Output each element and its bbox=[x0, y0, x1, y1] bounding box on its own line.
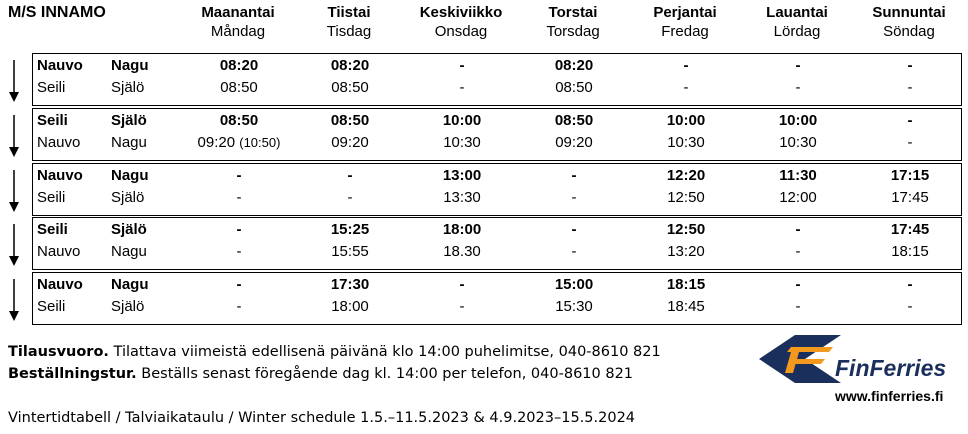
departure-row bbox=[33, 110, 961, 132]
departure-time: - bbox=[795, 221, 801, 238]
ship-name: M/S INNAMO bbox=[8, 4, 106, 21]
departure-time: - bbox=[459, 276, 465, 293]
day-name-swedish: Måndag bbox=[210, 23, 266, 40]
departure-port-finnish: Nauvo bbox=[37, 167, 83, 184]
arrival-port-finnish: Seili bbox=[37, 79, 66, 96]
departure-time: 10:00 bbox=[442, 112, 482, 129]
departure-port-swedish: Själö bbox=[111, 112, 147, 129]
route-block bbox=[32, 53, 962, 106]
arrival-time: 08:50 bbox=[331, 79, 369, 96]
note-swedish bbox=[8, 366, 633, 382]
departure-port-finnish: Nauvo bbox=[37, 276, 83, 293]
arrival-port-finnish: Nauvo bbox=[37, 134, 81, 151]
departure-time: 08:50 bbox=[219, 112, 259, 129]
departure-port-swedish: Nagu bbox=[111, 57, 149, 74]
departure-time: - bbox=[795, 276, 801, 293]
arrival-time-value: 09:20 bbox=[197, 134, 236, 151]
departure-time: 08:50 bbox=[554, 112, 594, 129]
arrival-time: - bbox=[907, 79, 913, 96]
arrival-time: - bbox=[236, 243, 242, 260]
arrival-port-swedish: Själö bbox=[111, 298, 145, 315]
arrival-time: - bbox=[347, 189, 353, 206]
day-name-finnish: Sunnuntai bbox=[872, 4, 946, 21]
arrival-time: 08:50 bbox=[220, 79, 258, 96]
departure-port-finnish: Nauvo bbox=[37, 57, 83, 74]
arrival-port-finnish: Seili bbox=[37, 189, 66, 206]
day-header bbox=[630, 4, 740, 42]
departure-time: - bbox=[571, 167, 577, 184]
day-name-finnish: Tiistai bbox=[327, 4, 371, 21]
departure-port-finnish: Seili bbox=[37, 112, 68, 129]
day-name-swedish: Torsdag bbox=[546, 23, 600, 40]
note-finnish bbox=[8, 344, 661, 360]
route-block bbox=[32, 272, 962, 325]
arrival-row bbox=[33, 132, 961, 154]
arrival-time: 15:30 bbox=[555, 298, 593, 315]
arrival-time: - bbox=[459, 298, 465, 315]
arrival-time: - bbox=[907, 298, 913, 315]
arrival-time: 10:30 bbox=[443, 134, 481, 151]
departure-row bbox=[33, 219, 961, 241]
website-link[interactable]: www.finferries.fi bbox=[835, 388, 944, 404]
day-header bbox=[406, 4, 516, 42]
arrival-port-swedish: Nagu bbox=[111, 134, 147, 151]
departure-time: - bbox=[347, 167, 353, 184]
arrival-time: 13:20 bbox=[667, 243, 705, 260]
departure-time: 08:20 bbox=[330, 57, 370, 74]
arrival-time: - bbox=[795, 79, 801, 96]
departure-row bbox=[33, 165, 961, 187]
arrival-time: 18:45 bbox=[667, 298, 705, 315]
logo-name: FinFerries bbox=[835, 355, 947, 381]
arrival-row bbox=[33, 187, 961, 209]
day-header bbox=[854, 4, 964, 42]
departure-time: 10:00 bbox=[778, 112, 818, 129]
departure-time: 13:00 bbox=[442, 167, 482, 184]
direction-arrow-icon bbox=[7, 277, 21, 323]
departure-time: 17:30 bbox=[330, 276, 370, 293]
day-header bbox=[742, 4, 852, 42]
departure-time: - bbox=[236, 221, 242, 238]
arrival-time: - bbox=[795, 298, 801, 315]
arrival-time: 18:00 bbox=[331, 298, 369, 315]
day-name-finnish: Keskiviikko bbox=[419, 4, 503, 21]
route-block bbox=[32, 163, 962, 216]
day-name-finnish: Perjantai bbox=[653, 4, 717, 21]
arrival-port-swedish: Själö bbox=[111, 189, 145, 206]
direction-arrow-icon bbox=[7, 113, 21, 159]
departure-time: - bbox=[459, 57, 465, 74]
route-block bbox=[32, 108, 962, 161]
departure-time: 12:20 bbox=[666, 167, 706, 184]
arrival-time bbox=[184, 132, 294, 154]
departure-time: - bbox=[907, 276, 913, 293]
day-name-swedish: Onsdag bbox=[434, 23, 488, 40]
arrival-time: 08:50 bbox=[555, 79, 593, 96]
arrival-time: 12:50 bbox=[667, 189, 705, 206]
arrival-port-swedish: Själö bbox=[111, 79, 145, 96]
departure-time: 18:00 bbox=[442, 221, 482, 238]
arrival-time: - bbox=[571, 243, 577, 260]
arrival-port-finnish: Seili bbox=[37, 298, 66, 315]
departure-time: 18:15 bbox=[666, 276, 706, 293]
day-name-swedish: Tisdag bbox=[326, 23, 372, 40]
day-name-finnish: Torstai bbox=[548, 4, 598, 21]
day-name-swedish: Lördag bbox=[773, 23, 821, 40]
departure-time: 08:20 bbox=[219, 57, 259, 74]
direction-arrow-icon bbox=[7, 222, 21, 268]
arrival-time: 09:20 bbox=[331, 134, 369, 151]
departure-time: - bbox=[907, 57, 913, 74]
departure-port-swedish: Nagu bbox=[111, 167, 149, 184]
route-block bbox=[32, 217, 962, 270]
departure-time: - bbox=[907, 112, 913, 129]
arrival-time: 15:55 bbox=[331, 243, 369, 260]
direction-arrow-icon bbox=[7, 58, 21, 104]
arrival-time: 10:30 bbox=[667, 134, 705, 151]
arrival-time: - bbox=[571, 189, 577, 206]
departure-time: - bbox=[571, 221, 577, 238]
departure-row bbox=[33, 55, 961, 77]
departure-time: 12:50 bbox=[666, 221, 706, 238]
arrival-time: 18:15 bbox=[891, 243, 929, 260]
departure-time: 15:00 bbox=[554, 276, 594, 293]
day-header bbox=[183, 4, 293, 42]
departure-row bbox=[33, 274, 961, 296]
arrival-port-swedish: Nagu bbox=[111, 243, 147, 260]
arrival-time: 18.30 bbox=[443, 243, 481, 260]
day-header bbox=[294, 4, 404, 42]
arrival-time: - bbox=[236, 189, 242, 206]
day-name-swedish: Söndag bbox=[883, 23, 935, 40]
schedule-validity: Vintertidtabell / Talviaikataulu / Winter schedule 1.5.–11.5.2023 & 4.9.2023–15.5.2024 bbox=[8, 410, 636, 426]
arrival-time: - bbox=[236, 298, 242, 315]
note-sv-label: Beställningstur. bbox=[8, 366, 137, 382]
note-sv-text: Beställs senast föregående dag kl. 14:00 per telefon, 040-8610 821 bbox=[136, 366, 634, 382]
departure-time: 10:00 bbox=[666, 112, 706, 129]
departure-time: - bbox=[683, 57, 689, 74]
departure-time: 17:15 bbox=[890, 167, 930, 184]
arrival-time: 12:00 bbox=[779, 189, 817, 206]
departure-port-swedish: Nagu bbox=[111, 276, 149, 293]
departure-time: - bbox=[236, 276, 242, 293]
arrival-time: 09:20 bbox=[555, 134, 593, 151]
departure-time: 17:45 bbox=[890, 221, 930, 238]
arrival-time: - bbox=[459, 79, 465, 96]
arrival-row bbox=[33, 241, 961, 263]
arrival-time: - bbox=[907, 134, 913, 151]
direction-arrow-icon bbox=[7, 168, 21, 214]
arrival-time: - bbox=[795, 243, 801, 260]
arrival-port-finnish: Nauvo bbox=[37, 243, 81, 260]
departure-port-swedish: Själö bbox=[111, 221, 147, 238]
day-header bbox=[518, 4, 628, 42]
departure-time: - bbox=[236, 167, 242, 184]
arrival-time: 17:45 bbox=[891, 189, 929, 206]
day-name-finnish: Lauantai bbox=[766, 4, 828, 21]
arrival-time: - bbox=[683, 79, 689, 96]
arrival-row bbox=[33, 296, 961, 318]
departure-time: 08:20 bbox=[554, 57, 594, 74]
day-name-swedish: Fredag bbox=[661, 23, 709, 40]
arrival-time: 13:30 bbox=[443, 189, 481, 206]
departure-port-finnish: Seili bbox=[37, 221, 68, 238]
day-name-finnish: Maanantai bbox=[201, 4, 275, 21]
arrival-row bbox=[33, 77, 961, 99]
departure-time: - bbox=[795, 57, 801, 74]
note-fi-text: Tilattava viimeistä edellisenä päivänä klo 14:00 puhelimitse, 040-8610 821 bbox=[108, 344, 661, 360]
departure-time: 15:25 bbox=[330, 221, 370, 238]
departure-time: 08:50 bbox=[330, 112, 370, 129]
arrival-time: 10:30 bbox=[779, 134, 817, 151]
departure-time: 11:30 bbox=[779, 167, 817, 184]
note-fi-label: Tilausvuoro. bbox=[8, 344, 109, 360]
arrival-time-alternate: (10:50) bbox=[239, 135, 281, 150]
